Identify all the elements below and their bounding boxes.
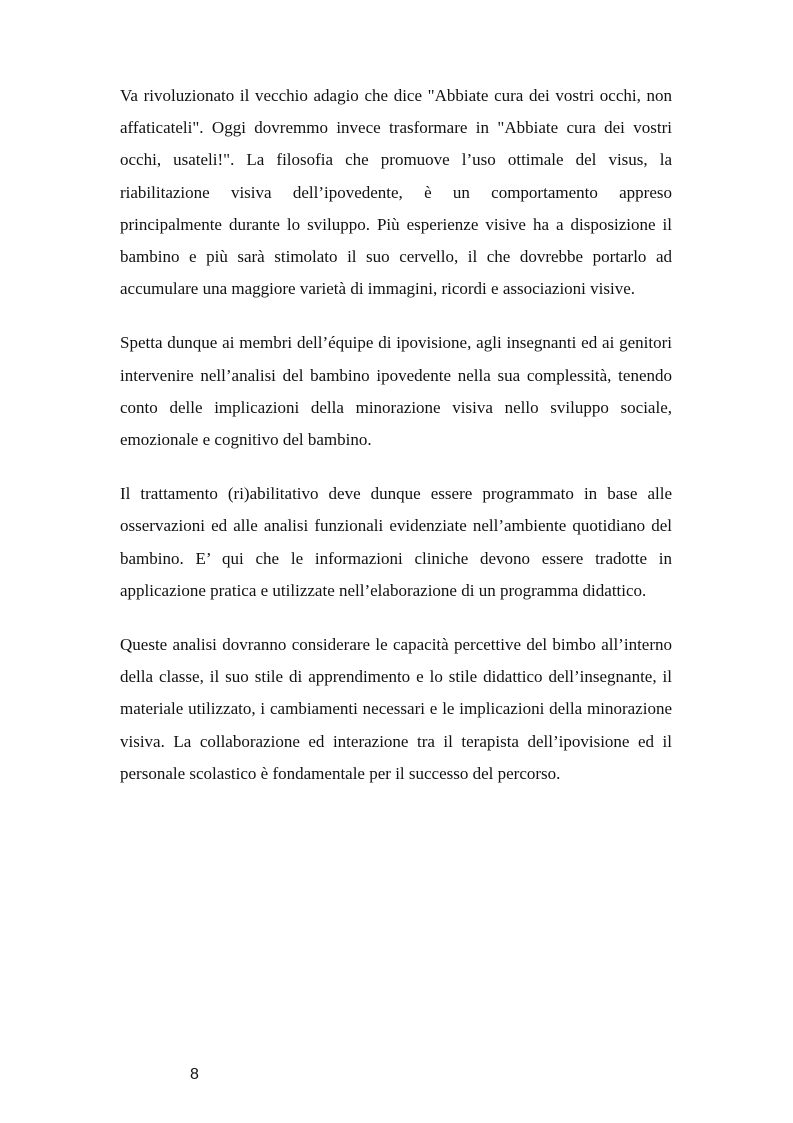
- page-number: 8: [190, 1066, 199, 1083]
- paragraph-4: Queste analisi dovranno considerare le capacità percettive del bimbo all’interno della classe, il suo stile di apprendimento e lo stile didattico dell’insegnante, il materiale utilizzato, i cambiamenti necessari e le implicazioni della minorazione visiva. La collaborazione ed interazione tra il terapista dell’ipovisione ed il personale scolastico è fondamentale per il successo del percorso.: [120, 635, 672, 783]
- paragraph-3: Il trattamento (ri)abilitativo deve dunque essere programmato in base alle osservazioni ed alle analisi funzionali evidenziate nell’ambiente quotidiano del bambino. E’ qui che le informazioni cliniche devono essere tradotte in applicazione pratica e utilizzate nell’elaborazione di un programma didattico.: [120, 484, 672, 600]
- paragraph-1: Va rivoluzionato il vecchio adagio che dice "Abbiate cura dei vostri occhi, non affaticateli". Oggi dovremmo invece trasformare in "Abbiate cura dei vostri occhi, usateli!". La filosofia che promuove l’uso ottimale del visus, la riabilitazione visiva dell’ipovedente, è un comportamento appreso principalmente durante lo sviluppo. Più esperienze visive ha a disposizione il bambino e più sarà stimolato il suo cervello, il che dovrebbe portarlo ad accumulare una maggiore varietà di immagini, ricordi e associazioni visive.: [120, 86, 672, 299]
- paragraph-2: Spetta dunque ai membri dell’équipe di ipovisione, agli insegnanti ed ai genitori intervenire nell’analisi del bambino ipovedente nella sua complessità, tenendo conto delle implicazioni della minorazione visiva nello sviluppo sociale, emozionale e cognitivo del bambino.: [120, 333, 672, 450]
- body-text: [120, 80, 672, 812]
